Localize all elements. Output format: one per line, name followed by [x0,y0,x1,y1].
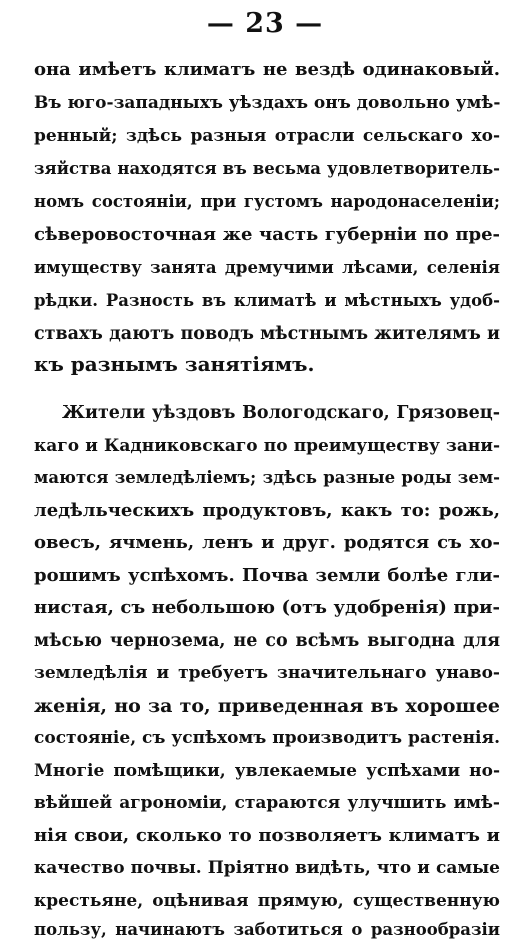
paragraph-2-line-3: маются земледѣлiемъ; здѣсь разные роды зем- [34,468,500,487]
paragraph-2-line-13: вѣйшей агрономiи, стараются улучшить имѣ- [34,793,500,813]
paragraph-2-line-16: крестьяне, оцѣнивая прямую, существенную [34,891,500,911]
paragraph-2-line-9: земледѣлiя и требуетъ значительнаго унаво- [34,663,500,683]
paragraph-2-line-12: Многiе помѣщики, увлекаемые успѣхами но- [34,761,500,781]
paragraph-1-line-5: номъ состоянiи, при густомъ народонаселенiи; [34,192,500,211]
paragraph-1-line-4: зяйства находятся въ весьма удовлетворитель- [34,159,500,178]
paragraph-2-line-15: качество почвы. Прiятно видѣть, что и самые [34,858,500,878]
paragraph-1-line-1: она имѣетъ климатъ не вездѣ одинаковый. [34,59,500,80]
paragraph-1-line-9: ствахъ даютъ поводъ мѣстнымъ жителямъ и [34,324,500,344]
paragraph-2-line-6: рошимъ успѣхомъ. Почва земли болѣе гли- [34,565,500,586]
paragraph-2-line-5: овесъ, ячмень, ленъ и друг. родятся съ хо- [34,532,500,553]
paragraph-1-line-7: имуществу занята дремучими лѣсами, селенiя [34,258,500,277]
paragraph-1-line-8: рѣдки. Разность въ климатѣ и мѣстныхъ удоб- [34,291,500,310]
page-number: — 23 — [206,8,324,39]
paragraph-2-line-17: пользу, начинаютъ заботиться о разнообразiи [34,920,500,939]
paragraph-1-line-2: Въ юго-западныхъ уѣздахъ онъ довольно умѣ- [34,93,500,113]
paragraph-2-line-11: состоянiе, съ успѣхомъ производитъ растенiя. [34,728,500,748]
paragraph-2-line-4: ледѣльческихъ продуктовъ, какъ то: рожь, [34,500,500,521]
paragraph-1-line-3: ренный; здѣсь разныя отрасли сельскаго хо- [34,126,500,146]
paragraph-2-line-10: женiя, но за то, приведенная въ хорошее [34,695,500,717]
paragraph-2-line-8: мѣсью чернозема, не со всѣмъ выгодна для [34,631,500,651]
paragraph-2-line-2: каго и Кадниковскаго по преимуществу зани- [34,436,500,456]
paragraph-1-line-10: къ разнымъ занятiямъ. [34,352,315,376]
paragraph-1-line-6: сѣверовосточная же часть губернiи по пре- [34,224,500,245]
paragraph-2-line-14: нiя свои, сколько то позволяетъ климатъ и [34,825,500,846]
paragraph-2-line-1: Жители уѣздовъ Вологодскаго, Грязовец- [62,403,500,423]
paragraph-2-line-7: нистая, съ небольшою (отъ удобренiя) при- [34,597,500,618]
